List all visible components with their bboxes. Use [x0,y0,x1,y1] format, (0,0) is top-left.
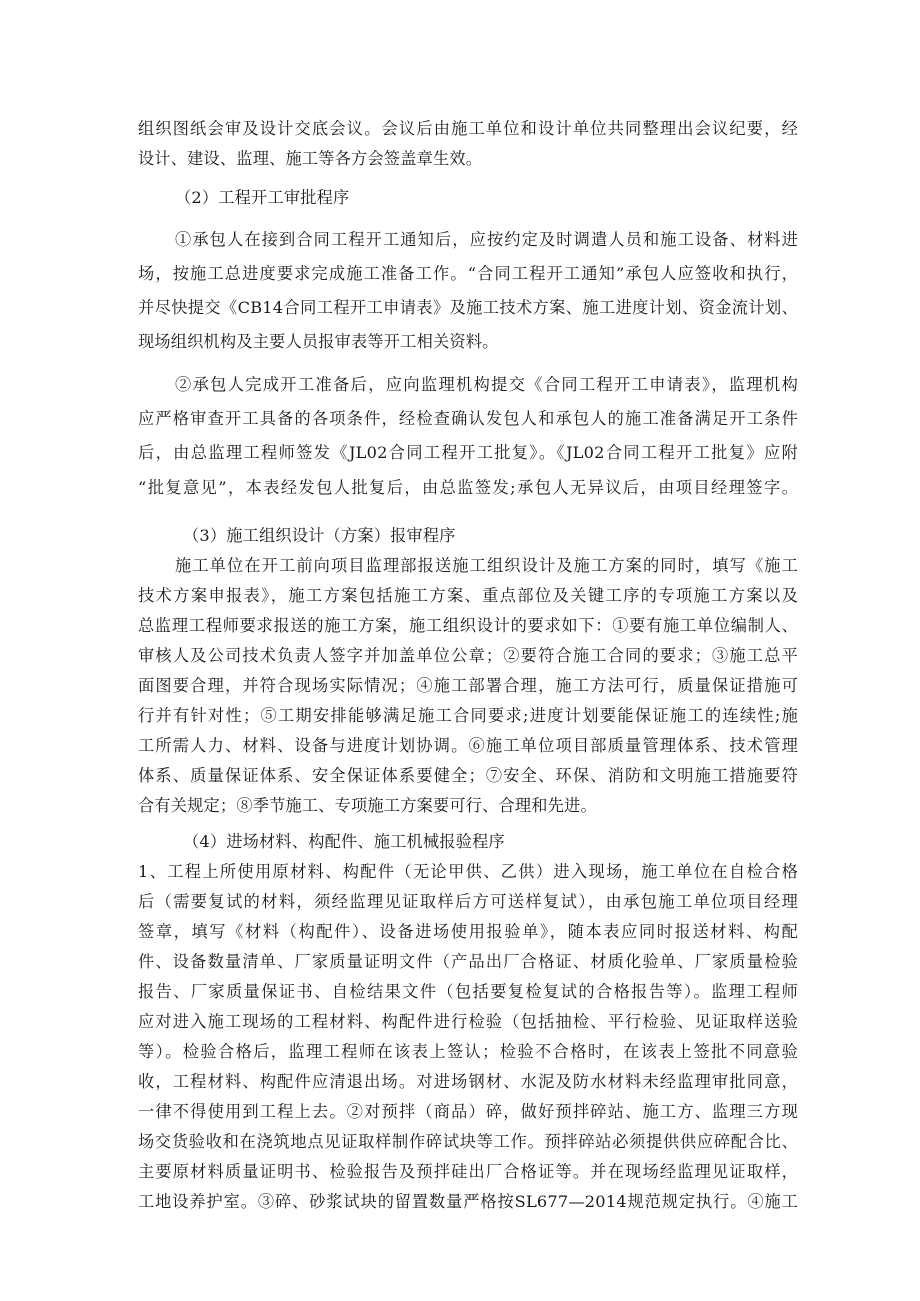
section-4-line-12: 工地设养护室。③碎、砂浆试块的留置数量严格按SL677—2014规范规定执行。④施工 [138,1192,798,1211]
section-3-line-4: 审核人及公司技术负责人签字并加盖单位公章；②要符合施工合同的要求；③施工总平 [138,646,798,665]
section-3-line-3: 总监理工程师要求报送的施工方案，施工组织设计的要求如下：①要有施工单位编制人、 [138,616,798,635]
section-2-para1-line-1: ①承包人在接到合同工程开工通知后，应按约定及时调遣人员和施工设备、材料进 [175,230,798,249]
section-3-line-6: 行并有针对性；⑤工期安排能够满足施工合同要求;进度计划要能保证施工的连续性;施 [138,706,798,725]
section-2-para1-line-2: 场，按施工总进度要求完成施工准备工作。“合同工程开工通知”承包人应签收和执行， [138,264,798,283]
section-3-line-7: 工所需人力、材料、设备与进度计划协调。⑥施工单位项目部质量管理体系、技术管理 [138,736,798,755]
section-3-heading: （3）施工组织设计（方案）报审程序 [183,526,456,545]
section-4-line-2: 后（需要复试的材料，须经监理见证取样后方可送样复试），由承包施工单位项目经理 [138,892,798,911]
section-2-heading: （2）工程开工审批程序 [175,188,350,207]
section-4-line-3: 签章，填写《材料（构配件）、设备进场使用报验单》，随本表应同时报送材料、构配 [138,922,798,941]
section-3-line-5: 面图要合理，并符合现场实际情况；④施工部署合理，施工方法可行，质量保证措施可 [138,676,798,695]
section-2-para2-line-2: 应严格审查开工具备的各项条件，经检查确认发包人和承包人的施工准备满足开工条件 [138,409,798,428]
section-2-para2-line-3: 后，由总监理工程师签发《JL02合同工程开工批复》。《JL02合同工程开工批复》应附 [138,443,798,462]
section-4-line-4: 件、设备数量清单、厂家质量证明文件（产品出厂合格证、材质化验单、厂家质量检验 [138,952,798,971]
intro-line-2: 设计、建设、监理、施工等各方会签盖章生效。 [138,149,483,168]
section-4-line-8: 收，工程材料、构配件应清退出场。对进场钢材、水泥及防水材料未经监理审批同意， [138,1072,798,1091]
intro-line-1: 组织图纸会审及设计交底会议。会议后由施工单位和设计单位共同整理出会议纪要，经 [138,119,798,138]
section-4-heading: （4）进场材料、构配件、施工机械报验程序 [183,832,505,851]
section-2-para1-line-4: 现场组织机构及主要人员报审表等开工相关资料。 [138,332,499,351]
section-4-line-10: 场交货验收和在浇筑地点见证取样制作碎试块等工作。预拌碎站必须提供供应碎配合比、 [138,1132,798,1151]
section-4-line-6: 应对进入施工现场的工程材料、构配件进行检验（包括抽检、平行检验、见证取样送验 [138,1012,798,1031]
section-3-line-1: 施工单位在开工前向项目监理部报送施工组织设计及施工方案的同时，填写《施工 [175,556,798,575]
section-4-line-11: 主要原材料质量证明书、检验报告及预拌硅出厂合格证等。并在现场经监理见证取样， [138,1162,798,1181]
section-3-line-9: 合有关规定；⑧季节施工、专项施工方案要可行、合理和先进。 [138,796,597,815]
section-3-line-8: 体系、质量保证体系、安全保证体系要健全；⑦安全、环保、消防和文明施工措施要符 [138,766,798,785]
section-4-line-7: 等）。检验合格后，监理工程师在该表上签认；检验不合格时，在该表上签批不同意验 [138,1042,798,1061]
section-4-line-5: 报告、厂家质量保证书、自检结果文件（包括要复检复试的合格报告等）。监理工程师 [138,982,798,1001]
section-3-line-2: 技术方案申报表》，施工方案包括施工方案、重点部位及关键工序的专项施工方案以及 [138,586,798,605]
section-4-line-1: 1、工程上所使用原材料、构配件（无论甲供、乙供）进入现场，施工单位在自检合格 [138,862,798,881]
section-2-para2-line-4: “批复意见”，本表经发包人批复后，由总监签发;承包人无异议后，由项目经理签字。 [138,478,798,497]
section-2-para2-line-1: ②承包人完成开工准备后，应向监理机构提交《合同工程开工申请表》，监理机构 [175,375,798,394]
section-2-para1-line-3: 并尽快提交《CB14合同工程开工申请表》及施工技术方案、施工进度计划、资金流计划、 [138,298,798,317]
section-4-line-9: 一律不得使用到工程上去。②对预拌（商品）碎，做好预拌碎站、施工方、监理三方现 [138,1102,798,1121]
